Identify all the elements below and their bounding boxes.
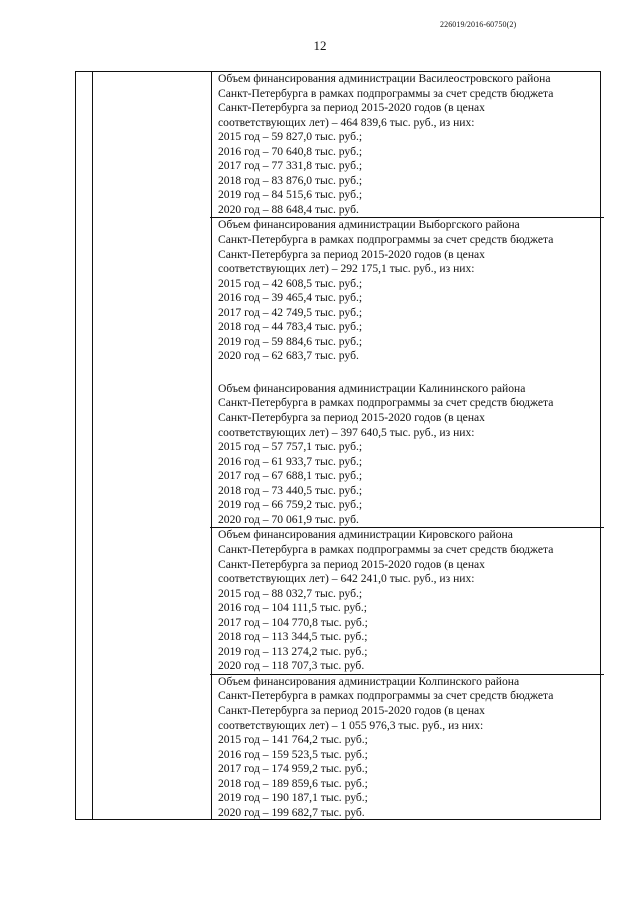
year-amount-line: 2020 год – 118 707,3 тыс. руб.: [218, 659, 365, 673]
financing-paragraph-line: Санкт-Петербурга за период 2015-2020 годов (в ценах: [218, 703, 485, 717]
financing-paragraph-line: Санкт-Петербурга за период 2015-2020 годов (в ценах: [218, 101, 485, 115]
year-amount-line: 2015 год – 42 608,5 тыс. руб.;: [218, 276, 363, 290]
financing-paragraph-line: Объем финансирования администрации Колпинского района: [218, 674, 520, 688]
year-amount-line: 2015 год – 141 764,2 тыс. руб.;: [218, 733, 368, 747]
year-amount-line: 2018 год – 113 344,5 тыс. руб.;: [218, 630, 368, 644]
financing-paragraph-line: Санкт-Петербурга в рамках подпрограммы за счет средств бюджета: [218, 689, 554, 703]
financing-block: [218, 382, 596, 527]
financing-paragraph-line: Санкт-Петербурга в рамках подпрограммы за счет средств бюджета: [218, 233, 554, 247]
year-amount-line: 2020 год – 88 648,4 тыс. руб.: [218, 202, 359, 216]
table-content-cell: [218, 72, 596, 820]
financing-paragraph-line: соответствующих лет) – 292 175,1 тыс. руб., из них:: [218, 262, 475, 276]
table-frame: [75, 71, 601, 820]
year-amount-line: 2020 год – 70 061,9 тыс. руб.: [218, 512, 359, 526]
year-amount-line: 2016 год – 39 465,4 тыс. руб.;: [218, 291, 363, 305]
financing-paragraph-line: Санкт-Петербурга за период 2015-2020 годов (в ценах: [218, 557, 485, 571]
column-divider-1: [92, 72, 93, 819]
financing-paragraph-line: Санкт-Петербурга в рамках подпрограммы за счет средств бюджета: [218, 86, 554, 100]
financing-paragraph-line: соответствующих лет) – 642 241,0 тыс. руб., из них:: [218, 572, 475, 586]
financing-paragraph-line: Объем финансирования администрации Василеостровского района: [218, 72, 551, 85]
financing-block: [218, 675, 596, 820]
financing-paragraph-line: Санкт-Петербурга за период 2015-2020 годов (в ценах: [218, 411, 485, 425]
financing-paragraph-line: Объем финансирования администрации Калининского района: [218, 381, 526, 395]
year-amount-line: 2020 год – 199 682,7 тыс. руб.: [218, 805, 365, 819]
financing-paragraph-line: Санкт-Петербурга в рамках подпрограммы за счет средств бюджета: [218, 542, 554, 556]
document-id: 226019/2016-60750(2): [440, 20, 517, 29]
year-amount-line: 2019 год – 190 187,1 тыс. руб.;: [218, 791, 368, 805]
year-amount-line: 2016 год – 159 523,5 тыс. руб.;: [218, 747, 368, 761]
financing-block: [218, 528, 596, 673]
year-amount-line: 2015 год – 88 032,7 тыс. руб.;: [218, 586, 363, 600]
year-amount-line: 2019 год – 59 884,6 тыс. руб.;: [218, 334, 363, 348]
column-divider-2: [211, 72, 212, 819]
year-amount-line: 2015 год – 59 827,0 тыс. руб.;: [218, 130, 363, 144]
financing-paragraph-line: соответствующих лет) – 1 055 976,3 тыс. руб., из них:: [218, 718, 484, 732]
page-number: 12: [313, 38, 327, 53]
year-amount-line: 2018 год – 189 859,6 тыс. руб.;: [218, 776, 368, 790]
year-amount-line: 2017 год – 42 749,5 тыс. руб.;: [218, 305, 363, 319]
year-amount-line: 2020 год – 62 683,7 тыс. руб.: [218, 349, 359, 363]
financing-block: [218, 72, 596, 217]
financing-paragraph-line: Санкт-Петербурга за период 2015-2020 годов (в ценах: [218, 247, 485, 261]
financing-paragraph-line: Объем финансирования администрации Кировского района: [218, 528, 513, 542]
financing-paragraph-line: Объем финансирования администрации Выборгского района: [218, 218, 520, 232]
financing-paragraph-line: соответствующих лет) – 464 839,6 тыс. руб., из них:: [218, 115, 475, 129]
year-amount-line: 2016 год – 104 111,5 тыс. руб.;: [218, 601, 368, 615]
year-amount-line: 2015 год – 57 757,1 тыс. руб.;: [218, 440, 363, 454]
year-amount-line: 2018 год – 44 783,4 тыс. руб.;: [218, 320, 363, 334]
year-amount-line: 2016 год – 70 640,8 тыс. руб.;: [218, 144, 363, 158]
financing-block: [218, 218, 596, 363]
year-amount-line: 2017 год – 77 331,8 тыс. руб.;: [218, 159, 363, 173]
year-amount-line: 2016 год – 61 933,7 тыс. руб.;: [218, 454, 363, 468]
financing-paragraph-line: соответствующих лет) – 397 640,5 тыс. руб., из них:: [218, 425, 475, 439]
year-amount-line: 2018 год – 83 876,0 тыс. руб.;: [218, 173, 363, 187]
year-amount-line: 2019 год – 84 515,6 тыс. руб.;: [218, 188, 363, 202]
year-amount-line: 2017 год – 67 688,1 тыс. руб.;: [218, 469, 363, 483]
year-amount-line: 2018 год – 73 440,5 тыс. руб.;: [218, 483, 363, 497]
year-amount-line: 2017 год – 174 959,2 тыс. руб.;: [218, 762, 368, 776]
year-amount-line: 2019 год – 66 759,2 тыс. руб.;: [218, 498, 363, 512]
year-amount-line: 2017 год – 104 770,8 тыс. руб.;: [218, 615, 368, 629]
financing-paragraph-line: Санкт-Петербурга в рамках подпрограммы за счет средств бюджета: [218, 396, 554, 410]
year-amount-line: 2019 год – 113 274,2 тыс. руб.;: [218, 644, 368, 658]
